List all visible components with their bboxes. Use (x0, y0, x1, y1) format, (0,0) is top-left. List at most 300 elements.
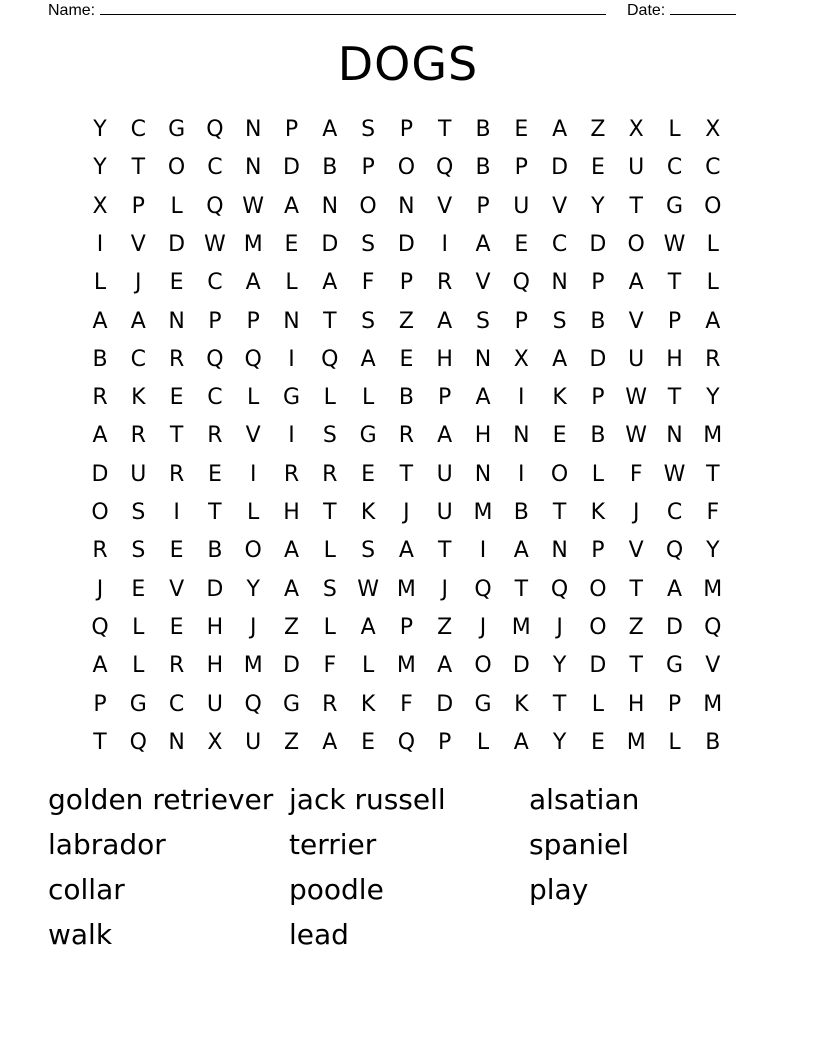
grid-letter: A (666, 576, 683, 602)
grid-letter: O (167, 155, 186, 181)
grid-letter: E (131, 576, 146, 602)
grid-letter: D (589, 346, 607, 372)
grid-letter: X (92, 193, 108, 219)
grid-letter: X (628, 117, 644, 142)
grid-letter: C (666, 500, 683, 525)
grid-letter: C (130, 117, 146, 142)
grid-letter: J (403, 500, 410, 525)
grid-letter: Z (437, 614, 453, 640)
grid-letter: S (361, 308, 376, 334)
grid-letter: R (207, 423, 223, 449)
grid-letter: U (130, 461, 147, 487)
grid-letter: M (396, 653, 416, 679)
grid-letter: A (705, 308, 721, 334)
grid-letter: H (206, 614, 224, 640)
date-label: Date: (627, 2, 666, 19)
grid-letter: K (131, 385, 146, 411)
grid-letter: K (514, 691, 529, 717)
grid-letter: C (705, 155, 721, 181)
grid-letter: U (628, 346, 645, 372)
grid-letter: N (551, 538, 568, 564)
grid-letter: Q (129, 729, 147, 755)
grid-letter: A (513, 538, 529, 564)
grid-letter: I (288, 346, 295, 372)
grid-letter: Q (512, 270, 530, 296)
grid-letter: Y (93, 155, 107, 181)
grid-letter: L (591, 461, 605, 487)
grid-letter: J (479, 614, 487, 640)
grid-letter: K (552, 385, 567, 411)
grid-letter: T (552, 500, 567, 525)
grid-letter: R (705, 346, 721, 372)
grid-letter: D (551, 155, 569, 181)
grid-letter: L (361, 385, 375, 411)
grid-letter: P (514, 308, 528, 334)
grid-letter: O (91, 500, 109, 525)
grid-letter: B (398, 385, 414, 411)
page-title: DOGS (337, 37, 479, 91)
grid-letter: K (360, 691, 376, 717)
grid-letter: D (589, 231, 607, 257)
grid-letter: P (476, 193, 490, 219)
grid-letter: Z (283, 729, 300, 755)
word-list-item: poodle (289, 873, 384, 906)
grid-letter: L (706, 270, 719, 296)
grid-letter: R (322, 461, 338, 487)
grid-letter: O (474, 653, 492, 679)
grid-letter: P (399, 614, 414, 640)
grid-letter: L (591, 691, 605, 717)
grid-letter: M (703, 423, 723, 449)
grid-letter: V (437, 193, 453, 219)
grid-letter: A (552, 117, 568, 142)
grid-letter: Y (591, 193, 605, 219)
grid-letter: B (92, 346, 108, 372)
grid-letter: L (323, 538, 336, 564)
grid-letter: E (514, 231, 529, 257)
grid-letter: S (361, 538, 376, 564)
grid-letter: H (474, 423, 492, 449)
grid-letter: E (361, 729, 376, 755)
grid-letter: V (628, 538, 644, 564)
grid-letter: A (322, 729, 338, 755)
grid-letter: D (666, 614, 683, 640)
grid-letter: T (667, 270, 682, 296)
grid-letter: Y (706, 538, 720, 564)
grid-letter: A (360, 614, 376, 640)
grid-letter: P (361, 155, 375, 181)
grid-letter: L (476, 729, 490, 755)
grid-letter: M (243, 231, 263, 257)
grid-letter: R (130, 423, 146, 449)
grid-letter: A (437, 423, 453, 449)
grid-letter: J (96, 576, 104, 602)
grid-letter: T (208, 500, 222, 525)
grid-letter: J (441, 576, 448, 602)
grid-letter: N (474, 461, 492, 487)
grid-letter: Z (283, 614, 300, 640)
grid-letter: J (249, 614, 257, 640)
grid-letter: N (244, 155, 262, 181)
grid-letter: F (629, 461, 643, 487)
grid-letter: L (93, 270, 107, 296)
grid-letter: D (206, 576, 224, 602)
grid-letter: N (551, 270, 568, 296)
grid-letter: Q (704, 614, 722, 640)
grid-letter: W (357, 576, 379, 602)
grid-letter: T (629, 653, 643, 679)
grid-letter: Q (397, 729, 416, 755)
grid-letter: D (512, 653, 530, 679)
grid-letter: U (245, 729, 262, 755)
grid-letter: Q (321, 346, 339, 372)
word-list-item: golden retriever (48, 783, 274, 816)
grid-letter: T (169, 423, 184, 449)
grid-letter: R (168, 346, 185, 372)
grid-letter: O (704, 193, 722, 219)
grid-letter: Q (206, 193, 224, 219)
grid-letter: L (668, 729, 681, 755)
grid-letter: V (475, 270, 491, 296)
grid-letter: U (628, 155, 645, 181)
grid-letter: A (130, 308, 146, 334)
grid-letter: C (207, 270, 223, 296)
grid-letter: J (556, 614, 563, 640)
grid-letter: Z (398, 308, 414, 334)
grid-letter: X (705, 117, 721, 142)
grid-letter: G (282, 385, 301, 411)
grid-letter: D (283, 653, 300, 679)
grid-letter: B (590, 308, 606, 334)
grid-letter: M (243, 653, 263, 679)
grid-letter: I (173, 500, 180, 525)
grid-letter: W (663, 231, 686, 257)
grid-letter: X (207, 729, 223, 755)
grid-letter: L (323, 614, 336, 640)
grid-letter: H (666, 346, 683, 372)
name-label: Name: (48, 2, 96, 19)
grid-letter: P (246, 308, 260, 334)
grid-letter: R (398, 423, 415, 449)
grid-letter: C (666, 155, 683, 181)
grid-letter: V (705, 653, 721, 679)
grid-letter: V (628, 308, 644, 334)
grid-letter: B (322, 155, 338, 181)
grid-letter: D (168, 231, 186, 257)
grid-letter: H (283, 500, 300, 525)
grid-letter: L (132, 614, 145, 640)
grid-letter: P (131, 193, 145, 219)
grid-letter: D (283, 155, 300, 181)
grid-letter: A (283, 538, 300, 564)
grid-letter: U (436, 500, 453, 525)
grid-letter: M (473, 500, 493, 525)
grid-letter: W (204, 231, 226, 257)
grid-letter: A (322, 117, 338, 142)
grid-letter: K (360, 500, 376, 525)
grid-letter: E (552, 423, 567, 449)
grid-letter: E (590, 729, 605, 755)
grid-letter: P (438, 385, 452, 411)
grid-letter: N (398, 193, 415, 219)
grid-letter: L (247, 385, 260, 411)
word-list-item: lead (289, 918, 349, 951)
grid-letter: Y (552, 729, 567, 755)
grid-letter: C (130, 346, 146, 372)
grid-letter: G (359, 423, 377, 449)
grid-letter: L (361, 653, 375, 679)
grid-letter: D (321, 231, 339, 257)
grid-letter: N (244, 117, 262, 142)
grid-letter: A (283, 193, 300, 219)
grid-letter: Y (246, 576, 260, 602)
grid-letter: Q (436, 155, 454, 181)
grid-letter: P (284, 117, 299, 142)
grid-letter: I (441, 231, 448, 257)
grid-letter: S (552, 308, 567, 334)
grid-letter: G (665, 193, 684, 219)
grid-letter: B (513, 500, 529, 525)
grid-letter: S (476, 308, 490, 334)
grid-letter: R (322, 691, 338, 717)
grid-letter: X (513, 346, 529, 372)
grid-letter: P (591, 270, 605, 296)
grid-letter: O (589, 614, 607, 640)
grid-letter: A (475, 385, 491, 411)
grid-letter: Z (590, 117, 606, 142)
grid-letter: F (706, 500, 720, 525)
grid-letter: T (93, 729, 107, 755)
grid-letter: T (437, 538, 452, 564)
grid-letter: W (242, 193, 265, 219)
grid-letter: U (513, 193, 530, 219)
grid-letter: A (360, 346, 376, 372)
grid-letter: V (245, 423, 261, 449)
grid-letter: M (511, 614, 531, 640)
word-list-item: jack russell (289, 783, 446, 816)
grid-letter: D (397, 231, 415, 257)
word-list-item: play (529, 873, 589, 906)
grid-letter: E (169, 538, 184, 564)
grid-letter: L (706, 231, 719, 257)
grid-letter: S (361, 117, 376, 142)
grid-letter: I (479, 538, 487, 564)
grid-letter: V (552, 193, 568, 219)
grid-letter: Q (244, 691, 262, 717)
grid-letter: M (626, 729, 646, 755)
word-list-item: walk (48, 918, 113, 951)
word-list-item: spaniel (529, 828, 630, 861)
grid-letter: F (323, 653, 337, 679)
grid-letter: T (323, 500, 337, 525)
grid-letter: Q (91, 614, 109, 640)
grid-letter: T (667, 385, 682, 411)
grid-letter: B (475, 155, 491, 181)
grid-letter: U (436, 461, 453, 487)
grid-letter: C (207, 385, 223, 411)
grid-letter: S (322, 423, 337, 449)
grid-letter: Y (93, 117, 107, 142)
grid-letter: Q (206, 346, 224, 372)
grid-letter: R (168, 461, 185, 487)
grid-letter: Q (474, 576, 492, 602)
grid-letter: A (322, 270, 338, 296)
grid-letter: T (706, 461, 720, 487)
grid-letter: R (92, 385, 108, 411)
grid-letter: E (399, 346, 414, 372)
grid-letter: O (550, 461, 569, 487)
grid-letter: I (249, 461, 257, 487)
grid-letter: I (288, 423, 295, 449)
grid-letter: C (551, 231, 568, 257)
grid-letter: N (168, 308, 185, 334)
grid-letter: T (437, 117, 452, 142)
grid-letter: M (703, 691, 723, 717)
grid-letter: I (518, 461, 525, 487)
grid-letter: S (322, 576, 337, 602)
grid-letter: E (361, 461, 376, 487)
grid-letter: T (629, 193, 643, 219)
word-list-item: labrador (48, 828, 166, 861)
grid-letter: T (552, 691, 567, 717)
grid-letter: T (629, 576, 643, 602)
word-list-item: collar (48, 873, 125, 906)
grid-letter: C (168, 691, 185, 717)
grid-letter: O (359, 193, 377, 219)
grid-letter: D (91, 461, 109, 487)
grid-letter: E (590, 155, 605, 181)
grid-letter: P (399, 270, 414, 296)
grid-letter: H (206, 653, 224, 679)
word-list-item: terrier (289, 828, 377, 861)
grid-letter: B (590, 423, 606, 449)
grid-letter: E (169, 614, 184, 640)
grid-letter: W (625, 385, 648, 411)
grid-letter: P (591, 538, 605, 564)
grid-letter: A (92, 423, 108, 449)
grid-letter: H (627, 691, 645, 717)
grid-letter: G (665, 653, 684, 679)
grid-letter: I (96, 231, 104, 257)
grid-letter: G (474, 691, 492, 717)
grid-letter: J (135, 270, 142, 296)
grid-letter: G (129, 691, 147, 717)
grid-letter: R (92, 538, 108, 564)
grid-letter: R (437, 270, 453, 296)
grid-letter: N (321, 193, 339, 219)
grid-letter: L (668, 117, 681, 142)
grid-letter: A (437, 653, 453, 679)
grid-letter: A (92, 308, 108, 334)
grid-letter: B (705, 729, 721, 755)
grid-letter: G (168, 117, 186, 142)
grid-letter: I (518, 385, 525, 411)
grid-letter: G (282, 691, 301, 717)
grid-letter: Y (552, 653, 567, 679)
grid-letter: Q (244, 346, 262, 372)
grid-letter: R (283, 461, 300, 487)
grid-letter: O (397, 155, 416, 181)
grid-letter: D (589, 653, 607, 679)
grid-letter: N (283, 308, 300, 334)
grid-letter: H (436, 346, 453, 372)
grid-letter: N (168, 729, 185, 755)
grid-letter: Y (706, 385, 720, 411)
grid-letter: A (245, 270, 261, 296)
grid-letter: A (628, 270, 644, 296)
grid-letter: E (514, 117, 529, 142)
grid-letter: J (632, 500, 640, 525)
word-list (48, 778, 768, 958)
grid-letter: D (436, 691, 454, 717)
grid-letter: O (589, 576, 607, 602)
grid-letter: E (207, 461, 222, 487)
grid-letter: A (283, 576, 300, 602)
grid-letter: P (514, 155, 528, 181)
grid-letter: A (437, 308, 453, 334)
grid-letter: S (131, 538, 146, 564)
grid-letter: B (475, 117, 491, 142)
grid-letter: B (207, 538, 223, 564)
grid-letter: M (396, 576, 416, 602)
grid-letter: K (590, 500, 606, 525)
grid-letter: O (627, 231, 645, 257)
grid-letter: R (168, 653, 185, 679)
grid-letter: E (169, 270, 184, 296)
grid-letter: Z (628, 614, 644, 640)
grid-letter: N (474, 346, 492, 372)
grid-letter: V (169, 576, 185, 602)
grid-letter: S (131, 500, 146, 525)
grid-letter: A (513, 729, 529, 755)
grid-letter: T (323, 308, 337, 334)
grid-letter: P (667, 691, 682, 717)
grid-letter: T (131, 155, 146, 181)
grid-letter: A (398, 538, 414, 564)
grid-letter: U (206, 691, 223, 717)
grid-letter: P (438, 729, 452, 755)
grid-letter: Q (665, 538, 684, 564)
grid-letter: S (361, 231, 376, 257)
grid-letter: L (132, 653, 145, 679)
grid-letter: L (170, 193, 183, 219)
grid-letter: T (399, 461, 414, 487)
grid-letter: P (93, 691, 107, 717)
grid-letter: W (663, 461, 686, 487)
grid-letter: N (513, 423, 530, 449)
grid-letter: L (247, 500, 260, 525)
grid-letter: C (207, 155, 223, 181)
grid-letter: P (208, 308, 222, 334)
grid-letter: V (130, 231, 146, 257)
grid-letter: A (552, 346, 568, 372)
grid-letter: L (323, 385, 336, 411)
grid-letter: F (361, 270, 375, 296)
grid-letter: P (667, 308, 682, 334)
grid-letter: P (591, 385, 605, 411)
grid-letter: Q (550, 576, 569, 602)
grid-letter: E (169, 385, 184, 411)
grid-letter: N (666, 423, 683, 449)
grid-letter: A (475, 231, 491, 257)
grid-letter: W (625, 423, 648, 449)
grid-letter: O (244, 538, 262, 564)
grid-letter: T (514, 576, 529, 602)
grid-letter: P (399, 117, 414, 142)
grid-letter: Q (206, 117, 224, 142)
grid-letter: M (703, 576, 723, 602)
word-list-item: alsatian (529, 783, 640, 816)
